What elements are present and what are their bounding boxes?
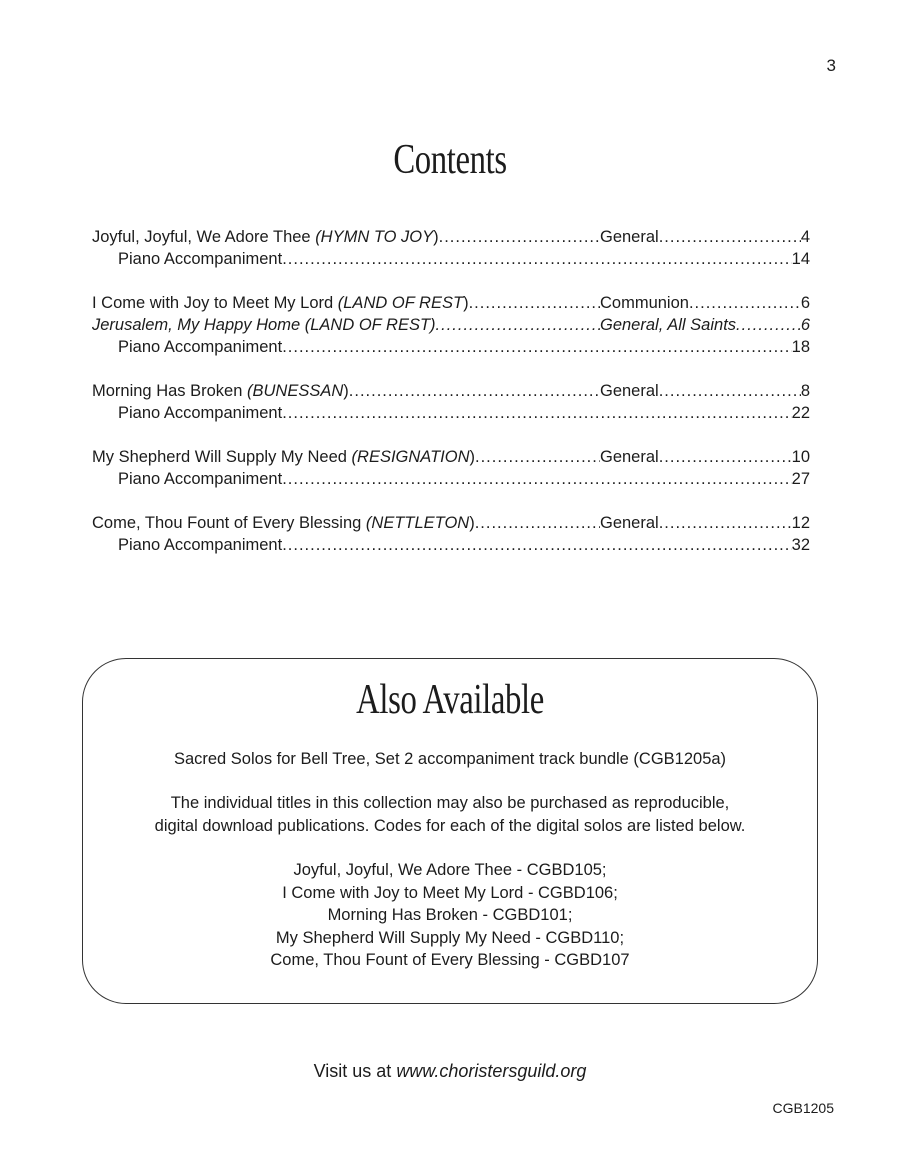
toc-entry bbox=[92, 512, 810, 534]
tune-name: (LAND OF REST bbox=[337, 294, 464, 312]
page-ref: 18 bbox=[791, 338, 810, 356]
toc-sub-entry bbox=[92, 468, 810, 490]
entry-category: Communion bbox=[600, 294, 689, 312]
toc-sub-entry bbox=[92, 402, 810, 424]
digital-note-line-2: digital download publications. Codes for each of the digital solos are listed below. bbox=[154, 816, 746, 835]
contents-title: Contents bbox=[393, 137, 507, 183]
entry-category: General bbox=[600, 514, 659, 532]
page-ref: 22 bbox=[791, 404, 810, 422]
tune-name: (RESIGNATION bbox=[351, 448, 470, 466]
dot-leader bbox=[349, 380, 600, 402]
dot-leader bbox=[282, 534, 791, 556]
sub-entry-title: Piano Accompaniment bbox=[118, 250, 283, 268]
sub-entry-title: Piano Accompaniment bbox=[118, 470, 283, 488]
page-ref: 8 bbox=[800, 382, 810, 400]
dot-leader bbox=[282, 402, 791, 424]
dot-leader bbox=[436, 314, 600, 336]
dot-leader bbox=[475, 446, 600, 468]
entry-category: General bbox=[600, 448, 659, 466]
tune-name: (NETTLETON bbox=[365, 514, 470, 532]
page-ref: 12 bbox=[791, 514, 810, 532]
website-link[interactable]: www.choristersguild.org bbox=[396, 1061, 587, 1081]
dot-leader bbox=[282, 248, 791, 270]
digital-codes-list bbox=[82, 859, 818, 972]
visit-line bbox=[0, 1061, 900, 1082]
page-number: 3 bbox=[826, 56, 836, 75]
digital-code-item: Come, Thou Fount of Every Blessing - CGBD107 bbox=[270, 951, 630, 969]
dot-leader bbox=[659, 380, 801, 402]
dot-leader bbox=[659, 226, 801, 248]
toc-sub-entry bbox=[92, 248, 810, 270]
toc-entry bbox=[92, 226, 810, 248]
page-ref: 27 bbox=[791, 470, 810, 488]
product-code: CGB1205 bbox=[772, 1100, 834, 1116]
entry-category: General bbox=[600, 228, 659, 246]
digital-note bbox=[82, 792, 818, 837]
page-ref: 6 bbox=[800, 294, 810, 312]
dot-leader bbox=[282, 468, 791, 490]
digital-code-item: I Come with Joy to Meet My Lord - CGBD106; bbox=[282, 883, 618, 902]
dot-leader bbox=[659, 446, 792, 468]
entry-title: Joyful, Joyful, We Adore Thee (HYMN TO JOY) bbox=[92, 228, 439, 246]
tune-name: (BUNESSAN bbox=[247, 382, 344, 400]
dot-leader bbox=[282, 336, 791, 358]
toc-sub-entry bbox=[92, 534, 810, 556]
also-available-title: Also Available bbox=[356, 677, 544, 723]
tune-name: (HYMN TO JOY bbox=[315, 228, 434, 246]
digital-code-item: Joyful, Joyful, We Adore Thee - CGBD105; bbox=[293, 861, 607, 879]
sub-entry-title: Piano Accompaniment bbox=[118, 338, 283, 356]
toc-group bbox=[92, 292, 810, 358]
toc-entry bbox=[92, 292, 810, 314]
page-ref: 4 bbox=[800, 228, 810, 246]
visit-prefix: Visit us at bbox=[313, 1061, 397, 1081]
bundle-text: Sacred Solos for Bell Tree, Set 2 accompaniment track bundle (CGB1205a) bbox=[173, 750, 727, 768]
digital-note-line-1: The individual titles in this collection may also be purchased as reproducible, bbox=[170, 794, 730, 812]
page-ref: 14 bbox=[791, 250, 810, 268]
toc-entry bbox=[92, 380, 810, 402]
entry-title: My Shepherd Will Supply My Need (RESIGNATION) bbox=[92, 448, 475, 466]
toc-group bbox=[92, 446, 810, 490]
digital-code-item: My Shepherd Will Supply My Need - CGBD110; bbox=[275, 928, 625, 947]
table-of-contents bbox=[92, 226, 810, 578]
dot-leader bbox=[439, 226, 600, 248]
dot-leader bbox=[689, 292, 801, 314]
sub-entry-title: Piano Accompaniment bbox=[118, 404, 283, 422]
dot-leader bbox=[659, 512, 792, 534]
entry-category: General, All Saints bbox=[600, 316, 737, 334]
dot-leader bbox=[736, 314, 801, 336]
page-ref: 10 bbox=[791, 448, 810, 466]
toc-entry bbox=[92, 314, 810, 336]
entry-title: Come, Thou Fount of Every Blessing (NETTLETON) bbox=[92, 514, 475, 532]
dot-leader bbox=[469, 292, 600, 314]
page-ref: 6 bbox=[800, 316, 810, 334]
sub-entry-title: Piano Accompaniment bbox=[118, 536, 283, 554]
toc-group bbox=[92, 226, 810, 270]
toc-group bbox=[92, 380, 810, 424]
digital-code-item: Morning Has Broken - CGBD101; bbox=[327, 906, 573, 924]
toc-sub-entry bbox=[92, 336, 810, 358]
entry-category: General bbox=[600, 382, 659, 400]
entry-title: I Come with Joy to Meet My Lord (LAND OF REST) bbox=[92, 294, 469, 312]
toc-entry bbox=[92, 446, 810, 468]
dot-leader bbox=[475, 512, 600, 534]
entry-title: Morning Has Broken (BUNESSAN) bbox=[92, 382, 349, 400]
entry-title: Jerusalem, My Happy Home (LAND OF REST) bbox=[92, 316, 436, 334]
toc-group bbox=[92, 512, 810, 556]
page-ref: 32 bbox=[791, 536, 810, 554]
